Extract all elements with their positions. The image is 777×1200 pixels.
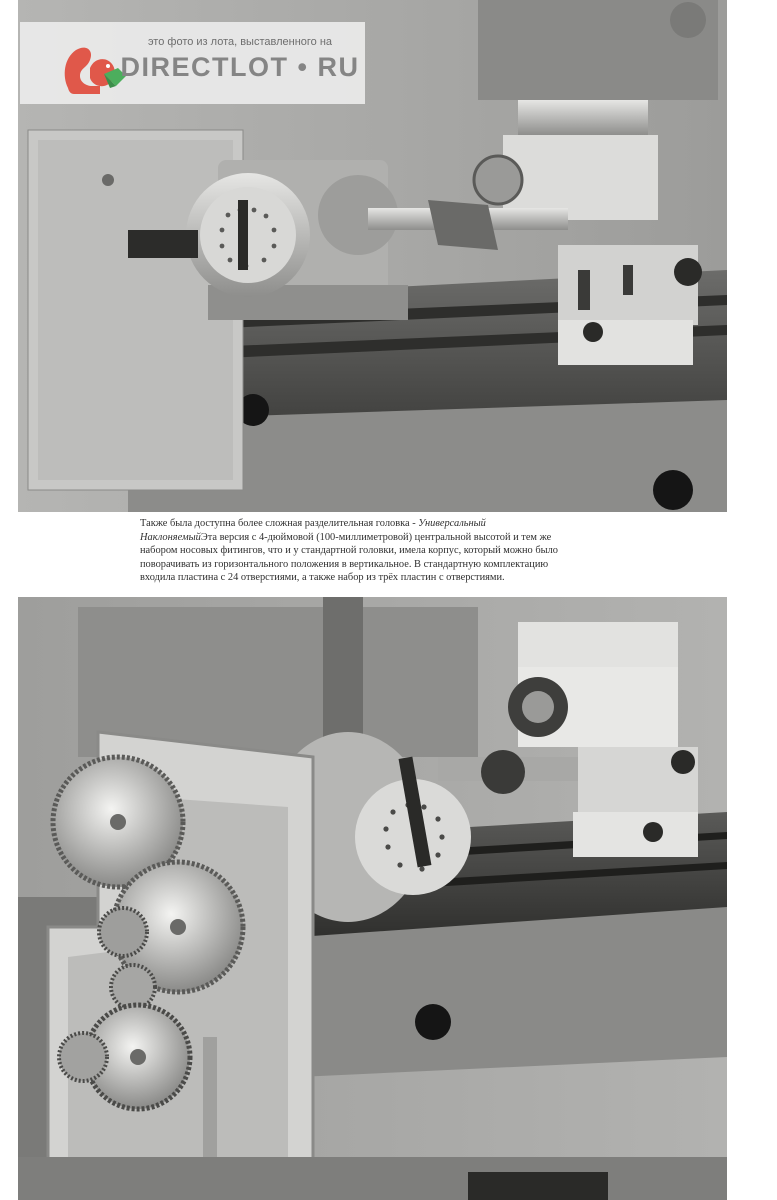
caption-line-2	[140, 531, 615, 545]
caption-line-1	[140, 517, 615, 531]
caption	[140, 517, 615, 585]
caption-italic-term-1: Универсальный	[418, 518, 486, 529]
watermark-brand	[120, 52, 360, 83]
caption-italic-term-2: Наклоняемый	[140, 531, 201, 543]
caption-line-1-text: Также была доступна более сложная разделительная головка -	[140, 518, 419, 529]
watermark-notice: это фото из лота, выставленного на	[147, 36, 333, 48]
caption-line-4: поворачивать из горизонтального положения в вертикальное. В стандартную комплектацию	[140, 558, 549, 570]
watermark	[20, 22, 365, 104]
watermark-brand-name: DIRECTLOT	[120, 52, 289, 82]
caption-line-2-text: Эта версия с 4-дюймовой (100-миллиметровой) центральной высотой и тем же	[200, 531, 552, 543]
bottom-photo	[18, 597, 727, 1200]
watermark-tld: RU	[317, 52, 360, 82]
caption-line-3: набором носовых фитингов, что и у стандартной головки, имела корпус, который можно было	[140, 545, 558, 557]
caption-line-5: входила пластина с 24 отверстиями, а также набор из трёх пластин с отверстиями.	[140, 572, 505, 584]
watermark-separator: •	[297, 52, 309, 82]
